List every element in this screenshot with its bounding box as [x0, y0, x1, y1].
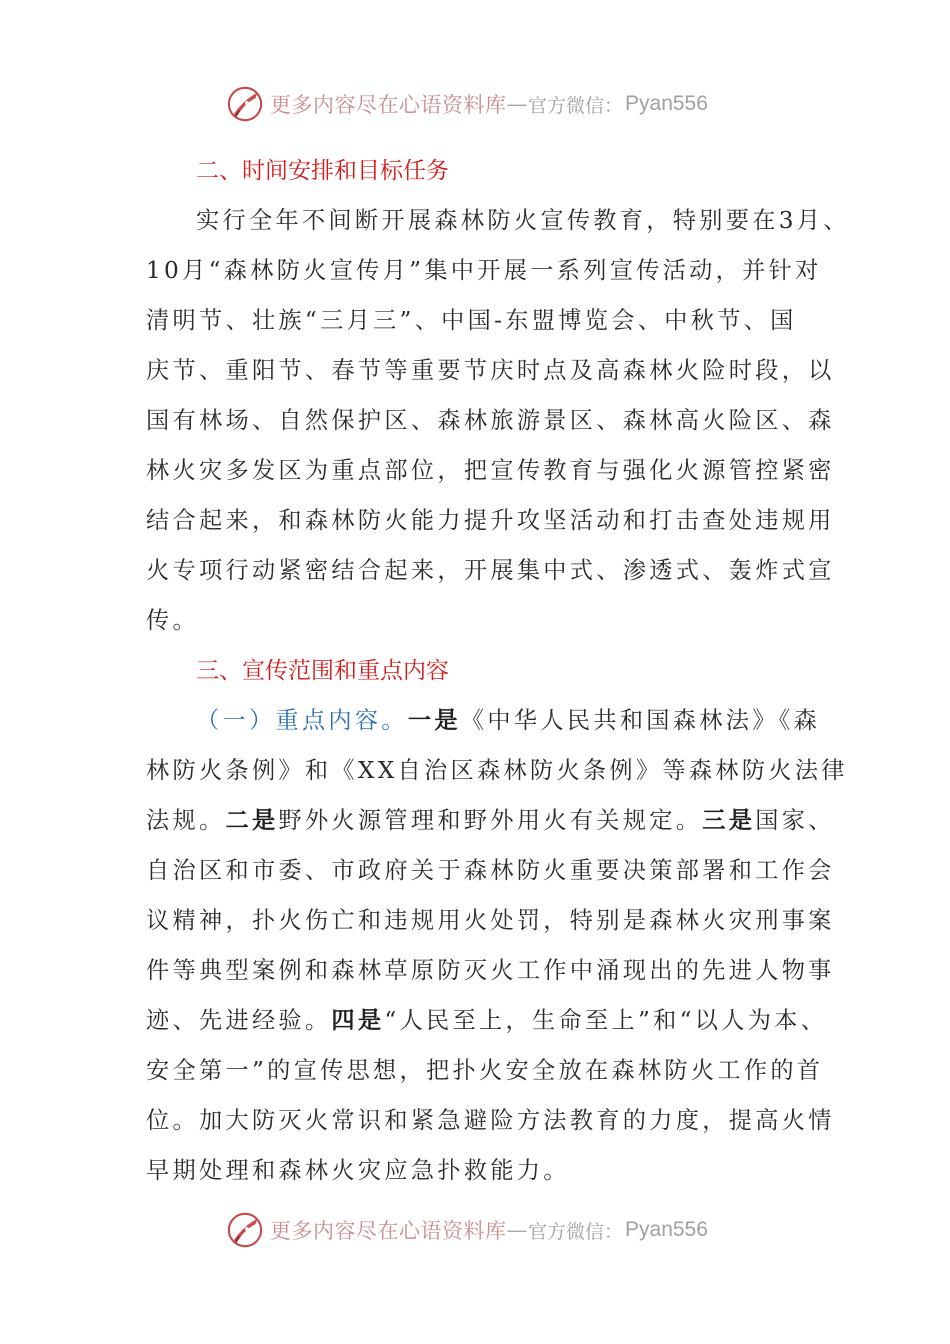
text-run: 《中华人民共和国森林法》《森 — [460, 707, 821, 734]
watermark-site-text: 更多内容尽在心语资料库 — [270, 1219, 507, 1243]
paragraph-line: 议精神，扑火伤亡和违规用火处罚，特别是森林火灾刑事案 — [146, 907, 835, 934]
watermark-wechat-label: 官方微信： — [528, 1220, 624, 1243]
watermark-wechat-id: Pyan556 — [625, 92, 708, 115]
watermark-banner-top — [226, 84, 746, 124]
point-marker: 一是 — [407, 707, 461, 734]
document-body — [146, 146, 850, 1196]
paragraph-line — [146, 996, 828, 1046]
text-run: 国家、 — [755, 807, 835, 834]
paragraph-line: 自治区和市委、市政府关于森林防火重要决策部署和工作会 — [146, 857, 835, 884]
paragraph-line: 位。加大防灭火常识和紧急避险方法教育的力度，提高火情 — [146, 1107, 835, 1134]
watermark-wechat-id: Pyan556 — [625, 1218, 708, 1241]
paragraph-line — [146, 696, 821, 746]
paragraph-line: 传。 — [146, 607, 199, 634]
watermark-separator: — — [506, 1218, 528, 1242]
point-marker: 二是 — [225, 807, 279, 834]
section-3-paragraph — [146, 696, 848, 1196]
paragraph-line: 10月“森林防火宣传月”集中开展一系列宣传活动，并针对 — [146, 257, 822, 284]
paragraph-line: 安全第一”的宣传思想，把扑火安全放在森林防火工作的首 — [146, 1057, 824, 1084]
point-marker: 三是 — [702, 807, 756, 834]
text-run: 法规。 — [146, 807, 226, 834]
text-run: 野外火源管理和野外用火有关规定。 — [278, 807, 703, 834]
paragraph-line: 庆节、重阳节、春节等重要节庆时点及高森林火险时段，以 — [146, 357, 835, 384]
pen-nib-logo-icon — [226, 85, 264, 123]
subsection-label: （一）重点内容。 — [196, 707, 408, 734]
watermark-separator: — — [506, 92, 528, 116]
paragraph-line: 国有林场、自然保护区、森林旅游景区、森林高火险区、森 — [146, 407, 835, 434]
watermark-wechat-label: 官方微信： — [528, 94, 624, 117]
section-2-heading: 二、时间安排和目标任务 — [196, 158, 449, 184]
section-3-heading: 三、宣传范围和重点内容 — [196, 658, 449, 684]
paragraph-line: 清明节、壮族“三月三”、中国-东盟博览会、中秋节、国 — [146, 307, 797, 334]
text-run: 迹、先进经验。 — [146, 1007, 332, 1034]
watermark-banner-bottom — [226, 1210, 746, 1250]
paragraph-line: 件等典型案例和森林草原防灭火工作中涌现出的先进人物事 — [146, 957, 835, 984]
paragraph-line: 实行全年不间断开展森林防火宣传教育，特别要在3月、 — [196, 207, 850, 234]
paragraph-line — [146, 796, 835, 846]
paragraph-line: 林火灾多发区为重点部位，把宣传教育与强化火源管控紧密 — [146, 457, 835, 484]
watermark-site-text: 更多内容尽在心语资料库 — [270, 93, 507, 117]
paragraph-line: 结合起来，和森林防火能力提升攻坚活动和打击查处违规用 — [146, 507, 835, 534]
pen-nib-logo-icon — [226, 1211, 264, 1249]
section-2-paragraph — [146, 196, 850, 646]
point-marker: 四是 — [331, 1007, 385, 1034]
text-run: “人民至上，生命至上”和“以人为本、 — [384, 1007, 828, 1034]
paragraph-line: 林防火条例》和《XX自治区森林防火条例》等森林防火法律 — [146, 757, 848, 784]
paragraph-line: 火专项行动紧密结合起来，开展集中式、渗透式、轰炸式宣 — [146, 557, 835, 584]
paragraph-line: 早期处理和森林火灾应急扑救能力。 — [146, 1157, 570, 1184]
